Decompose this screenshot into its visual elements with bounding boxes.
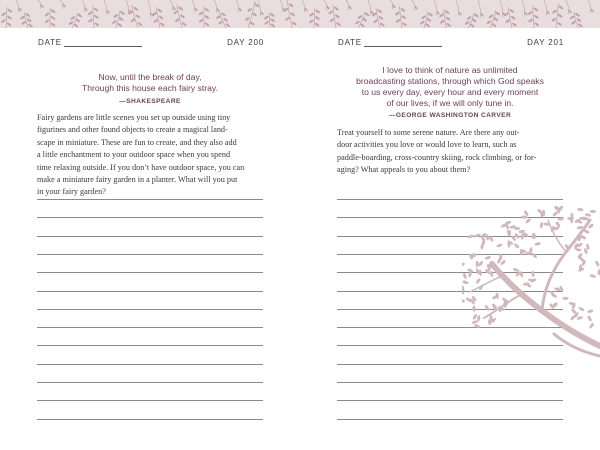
quote-line: to us every day, every hour and every moment xyxy=(361,87,539,97)
writing-line[interactable] xyxy=(37,217,263,218)
prompt-line: Treat yourself to some serene nature. Are there any out- xyxy=(337,128,520,137)
quote-line: of our lives, if we will only tune in. xyxy=(386,98,514,108)
writing-line[interactable] xyxy=(37,309,263,310)
journal-prompt xyxy=(337,127,536,177)
date-entry-line[interactable] xyxy=(64,46,142,47)
date-entry-line[interactable] xyxy=(364,46,442,47)
quote-author: —SHAKESPEARE xyxy=(119,98,181,105)
leafy-branch-pattern-icon xyxy=(0,0,600,28)
prompt-line: aging? What appeals to you about them? xyxy=(337,165,471,175)
writing-line[interactable] xyxy=(37,400,263,401)
prompt-line: Fairy gardens are little scenes you set up outside using tiny xyxy=(37,113,231,122)
writing-line[interactable] xyxy=(37,364,263,365)
right-journal-page xyxy=(300,28,600,450)
writing-line[interactable] xyxy=(37,199,263,200)
quote-author: —GEORGE WASHINGTON CARVER xyxy=(388,112,512,119)
day-number: DAY 201 xyxy=(527,38,564,47)
prompt-line: door activities you love or would love to learn, such as xyxy=(337,140,517,150)
writing-line[interactable] xyxy=(37,291,263,292)
date-label: DATE xyxy=(338,38,362,47)
quote xyxy=(320,65,580,109)
writing-line[interactable] xyxy=(37,327,263,328)
writing-line[interactable] xyxy=(337,419,563,420)
top-ornament-band xyxy=(0,0,600,28)
prompt-line: paddle-boarding, cross-country skiing, rock climbing, or for- xyxy=(337,152,537,162)
prompt-line: make a miniature fairy garden in a planter. What will you put xyxy=(37,175,238,185)
prompt-line: in your fairy garden? xyxy=(37,187,106,197)
quote-line: I love to think of nature as unlimited xyxy=(382,65,518,75)
quote-line: broadcasting stations, through which God speaks xyxy=(356,76,544,86)
prompt-line: scape in miniature. These are fun to create, and they also add xyxy=(37,137,237,147)
quote-line: Through this house each fairy stray. xyxy=(82,83,218,93)
prompt-line: a little enchantment to your outdoor space when you spend xyxy=(37,150,231,160)
writing-line[interactable] xyxy=(337,199,563,200)
day-number: DAY 200 xyxy=(227,38,264,47)
left-journal-page xyxy=(0,28,300,450)
date-label: DATE xyxy=(38,38,62,47)
writing-line[interactable] xyxy=(337,400,563,401)
writing-line[interactable] xyxy=(37,345,263,346)
writing-line[interactable] xyxy=(37,272,263,273)
writing-line[interactable] xyxy=(37,382,263,383)
quote xyxy=(30,72,270,94)
prompt-line: time relaxing outside. If you don’t have outdoor space, you can xyxy=(37,162,245,172)
journal-prompt xyxy=(37,112,244,199)
quote-line: Now, until the break of day, xyxy=(98,72,202,82)
writing-line[interactable] xyxy=(37,419,263,420)
writing-line[interactable] xyxy=(37,254,263,255)
flowering-tree-branch-icon xyxy=(462,206,600,398)
writing-line[interactable] xyxy=(37,236,263,237)
prompt-line: figurines and other found objects to create a magical land- xyxy=(37,125,228,135)
